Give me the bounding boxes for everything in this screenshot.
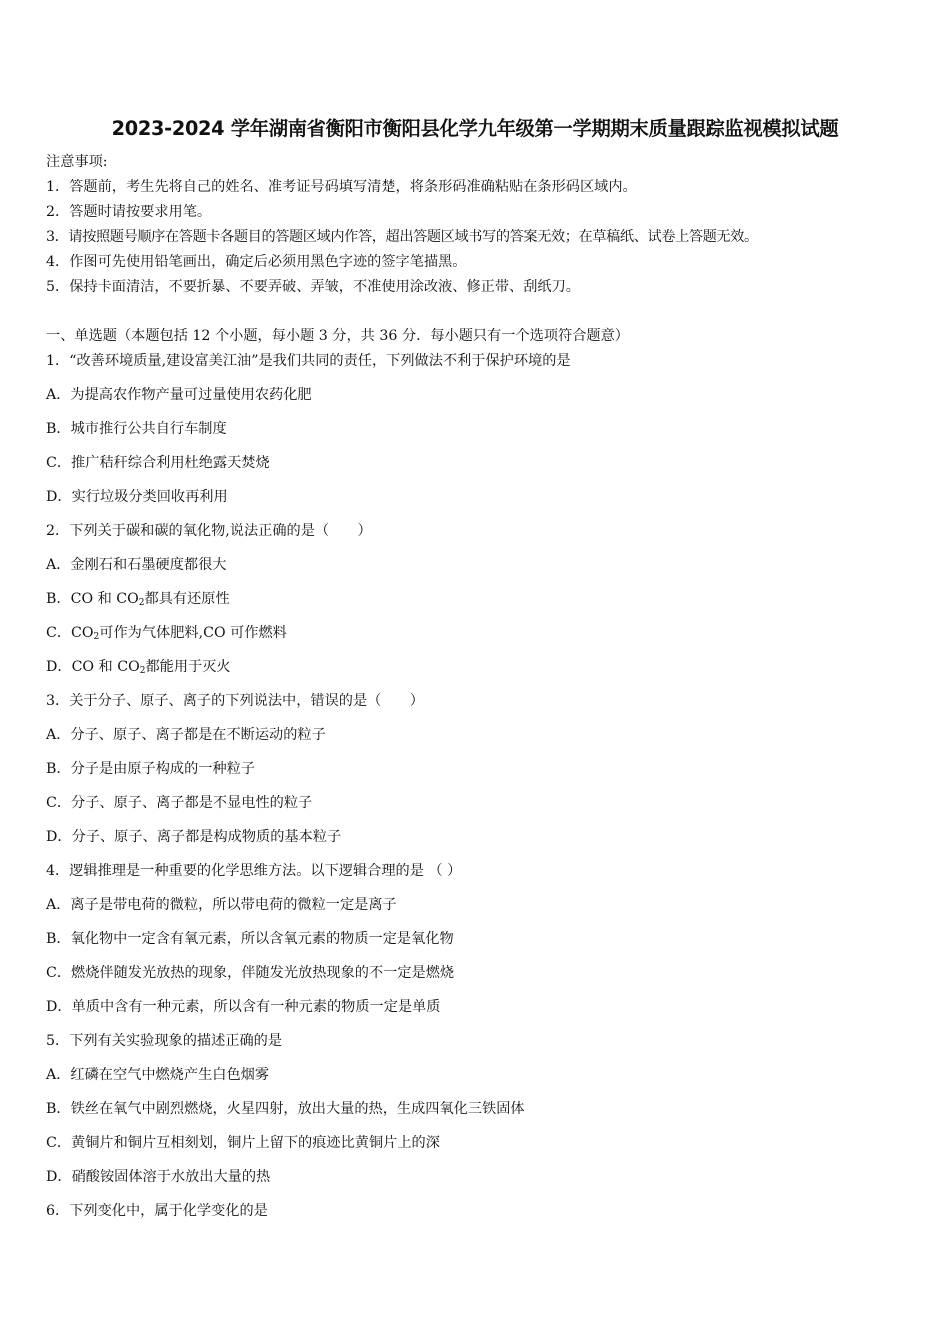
- q3-option-b: B．分子是由原子构成的一种粒子: [46, 761, 256, 777]
- q1-option-a: A．为提高农作物产量可过量使用农药化肥: [46, 387, 312, 403]
- q3-stem: 3．关于分子、原子、离子的下列说法中，错误的是（ ）: [46, 693, 424, 709]
- q2-option-c-text-end: 可作为气体肥料,CO 可作燃料: [99, 625, 287, 641]
- q5-option-d: D．硝酸铵固体溶于水放出大量的热: [46, 1169, 271, 1185]
- section-heading: 一、单选题（本题包括 12 个小题，每小题 3 分，共 36 分．每小题只有一个选项符合题意）: [46, 328, 629, 344]
- q2-option-d-text: D．CO 和 CO: [46, 659, 140, 675]
- q5-stem: 5．下列有关实验现象的描述正确的是: [46, 1033, 283, 1049]
- q2-option-b: [46, 589, 230, 609]
- q3-option-a: A．分子、原子、离子都是在不断运动的粒子: [46, 727, 326, 743]
- notes-item-5: 5．保持卡面清洁，不要折暴、不要弄破、弄皱，不准使用涂改液、修正带、刮纸刀。: [46, 279, 580, 295]
- q4-option-a: A．离子是带电荷的微粒，所以带电荷的微粒一定是离子: [46, 897, 397, 913]
- q3-option-c: C．分子、原子、离子都是不显电性的粒子: [46, 795, 313, 811]
- q2-option-b-text-end: 都具有还原性: [144, 591, 230, 607]
- q6-stem: 6．下列变化中，属于化学变化的是: [46, 1203, 268, 1219]
- q2-option-d: [46, 657, 231, 677]
- q2-option-d-text-end: 都能用于灭火: [145, 659, 231, 675]
- q2-option-d-subscript: 2: [139, 666, 146, 676]
- q4-option-b: B．氧化物中一定含有氧元素，所以含氧元素的物质一定是氧化物: [46, 931, 454, 947]
- notes-item-3: 3．请按照题号顺序在答题卡各题目的答题区域内作答，超出答题区域书写的答案无效；在草稿纸、试卷上答题无效。: [46, 229, 758, 245]
- q1-option-b: B．城市推行公共自行车制度: [46, 421, 227, 437]
- q2-option-c-text: C．CO: [46, 625, 94, 641]
- q3-option-d: D．分子、原子、离子都是构成物质的基本粒子: [46, 829, 342, 845]
- q2-option-c-subscript: 2: [93, 632, 100, 642]
- q5-option-c: C．黄铜片和铜片互相刻划，铜片上留下的痕迹比黄铜片上的深: [46, 1135, 440, 1151]
- q1-option-c: C．推广秸秆综合利用杜绝露天焚烧: [46, 455, 270, 471]
- q1-stem: 1．“改善环境质量,建设富美江油”是我们共同的责任，下列做法不利于保护环境的是: [46, 353, 571, 369]
- q2-option-c: [46, 623, 287, 643]
- q2-stem: 2．下列关于碳和碳的氧化物,说法正确的是（ ）: [46, 523, 372, 539]
- notes-heading: 注意事项:: [46, 154, 108, 170]
- q4-option-d: D．单质中含有一种元素，所以含有一种元素的物质一定是单质: [46, 999, 441, 1015]
- q1-option-d: D．实行垃圾分类回收再利用: [46, 489, 228, 505]
- notes-item-4: 4．作图可先使用铅笔画出，确定后必须用黑色字迹的签字笔描黑。: [46, 254, 467, 270]
- notes-item-1: 1．答题前，考生先将自己的姓名、准考证号码填写清楚，将条形码准确粘贴在条形码区域内。: [46, 179, 637, 195]
- q2-option-b-subscript: 2: [138, 598, 145, 608]
- q2-option-b-text: B．CO 和 CO: [46, 591, 139, 607]
- q4-stem: 4．逻辑推理是一种重要的化学思维方法。以下逻辑合理的是 （ ）: [46, 863, 462, 879]
- q2-option-a: A．金刚石和石墨硬度都很大: [46, 557, 227, 573]
- notes-item-2: 2．答题时请按要求用笔。: [46, 204, 212, 220]
- exam-title: 2023-2024 学年湖南省衡阳市衡阳县化学九年级第一学期期末质量跟踪监视模拟试题: [111, 117, 839, 140]
- q5-option-b: B．铁丝在氧气中剧烈燃烧，火星四射，放出大量的热，生成四氧化三铁固体: [46, 1101, 525, 1117]
- q5-option-a: A．红磷在空气中燃烧产生白色烟雾: [46, 1067, 270, 1083]
- q4-option-c: C．燃烧伴随发光放热的现象，伴随发光放热现象的不一定是燃烧: [46, 965, 455, 981]
